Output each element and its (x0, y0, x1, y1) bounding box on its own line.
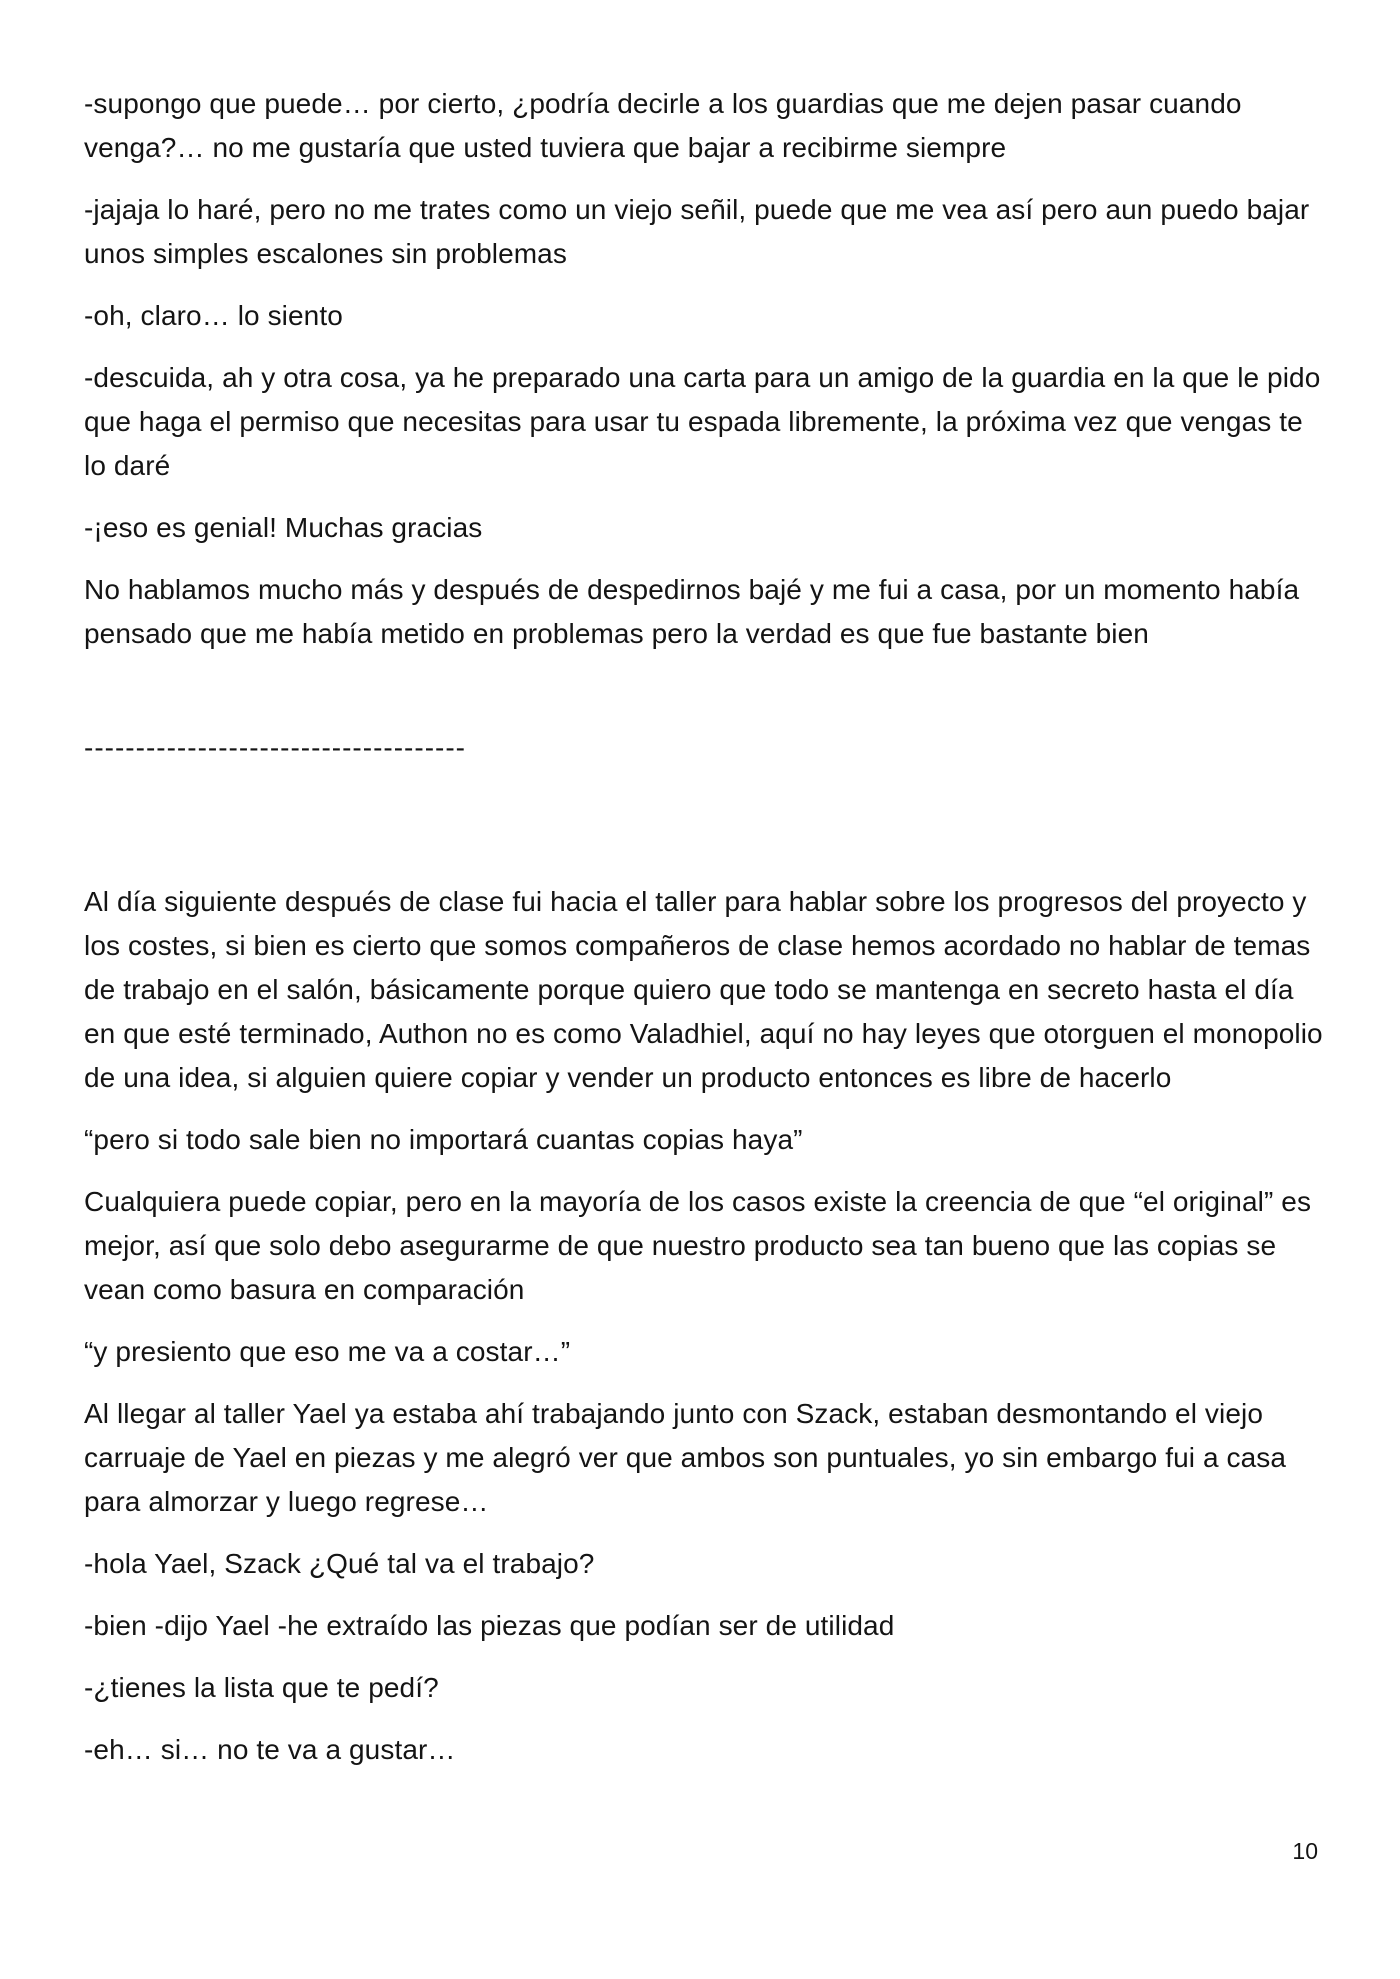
paragraph: Al día siguiente después de clase fui hacia el taller para hablar sobre los progresos del proyecto y los costes, si bien es cierto que somos compañeros de clase hemos acordado no hablar de temas de trabajo en el salón, básicamente porque quiero que todo se mantenga en secreto hasta el día en que esté terminado, Authon no es como Valadhiel, aquí no hay leyes que otorguen el monopolio de una idea, si alguien quiere copiar y vender un producto entonces es libre de hacerlo (84, 886, 1323, 1093)
paragraph: -hola Yael, Szack ¿Qué tal va el trabajo? (84, 1548, 595, 1579)
body-text-top (84, 82, 1324, 656)
paragraph: -oh, claro… lo siento (84, 300, 343, 331)
paragraph: -descuida, ah y otra cosa, ya he preparado una carta para un amigo de la guardia en la que le pido que haga el permiso que necesitas para usar tu espada libremente, la próxima vez que vengas te lo daré (84, 362, 1321, 481)
paragraph: -¿tienes la lista que te pedí? (84, 1672, 439, 1703)
paragraph: Al llegar al taller Yael ya estaba ahí trabajando junto con Szack, estaban desmontando el viejo carruaje de Yael en piezas y me alegró ver que ambos son puntuales, yo sin embargo fui a casa para almorzar y luego regrese… (84, 1398, 1287, 1517)
paragraph: Cualquiera puede copiar, pero en la mayoría de los casos existe la creencia de que “el original” es mejor, así que solo debo asegurarme de que nuestro producto sea tan bueno que las copias se vean como basura en comparación (84, 1186, 1312, 1305)
section-separator: ------------------------------------- (84, 732, 466, 763)
paragraph: No hablamos mucho más y después de despedirnos bajé y me fui a casa, por un momento había pensado que me había metido en problemas pero la verdad es que fue bastante bien (84, 574, 1300, 649)
body-text-bottom (84, 880, 1324, 1772)
section-break (84, 726, 1324, 770)
paragraph: “y presiento que eso me va a costar…” (84, 1336, 571, 1367)
document-page (84, 82, 1324, 1790)
paragraph: “pero si todo sale bien no importará cuantas copias haya” (84, 1124, 803, 1155)
paragraph: -jajaja lo haré, pero no me trates como un viejo señil, puede que me vea así pero aun puedo bajar unos simples escalones sin problemas (84, 194, 1310, 269)
paragraph: -bien -dijo Yael -he extraído las piezas que podían ser de utilidad (84, 1610, 895, 1641)
paragraph: -¡eso es genial! Muchas gracias (84, 512, 483, 543)
paragraph: -supongo que puede… por cierto, ¿podría decirle a los guardias que me dejen pasar cuando venga?… no me gustaría que usted tuviera que bajar a recibirme siempre (84, 88, 1242, 163)
page-number: 10 (1292, 1838, 1318, 1864)
paragraph: -eh… si… no te va a gustar… (84, 1734, 456, 1765)
